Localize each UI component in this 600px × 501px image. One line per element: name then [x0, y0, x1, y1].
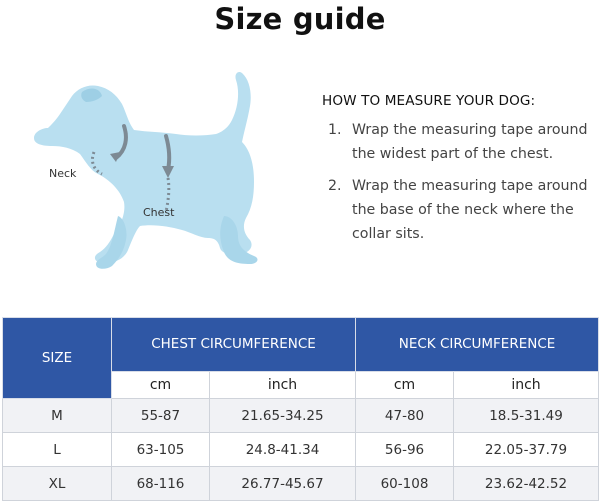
step-item — [322, 118, 592, 166]
chest-inch-cell: 21.65-34.25 — [210, 399, 356, 433]
step-item — [322, 174, 592, 246]
step-text: Wrap the measuring tape around the widest part of the chest. — [352, 122, 588, 162]
size-cell: XL — [3, 467, 112, 501]
size-cell: L — [3, 433, 112, 467]
chest-column-header: CHEST CIRCUMFERENCE — [112, 318, 356, 372]
steps-list — [322, 118, 592, 246]
neck-cm-cell: 56-96 — [356, 433, 454, 467]
size-cell: M — [3, 399, 112, 433]
how-to-measure-title: HOW TO MEASURE YOUR DOG: — [322, 93, 536, 109]
page-title: Size guide — [214, 2, 386, 36]
chest-inch-header: inch — [210, 372, 356, 399]
neck-column-header: NECK CIRCUMFERENCE — [356, 318, 599, 372]
size-chart-table — [2, 317, 599, 501]
table-row — [3, 467, 599, 501]
neck-inch-cell: 22.05-37.79 — [454, 433, 599, 467]
how-to-measure-section — [322, 93, 592, 254]
chest-cm-cell: 63-105 — [112, 433, 210, 467]
chest-cm-cell: 68-116 — [112, 467, 210, 501]
neck-label: Neck — [49, 167, 77, 180]
neck-cm-cell: 47-80 — [356, 399, 454, 433]
table-row — [3, 433, 599, 467]
neck-inch-cell: 18.5-31.49 — [454, 399, 599, 433]
chest-inch-cell: 26.77-45.67 — [210, 467, 356, 501]
chest-cm-cell: 55-87 — [112, 399, 210, 433]
step-text: Wrap the measuring tape around the base of the neck where the collar sits. — [352, 178, 588, 242]
step-number: 2. — [328, 178, 342, 194]
table-row — [3, 399, 599, 433]
chest-label: Chest — [143, 206, 175, 219]
neck-cm-header: cm — [356, 372, 454, 399]
neck-inch-header: inch — [454, 372, 599, 399]
step-number: 1. — [328, 122, 342, 138]
size-column-header: SIZE — [3, 318, 112, 399]
chest-cm-header: cm — [112, 372, 210, 399]
neck-inch-cell: 23.62-42.52 — [454, 467, 599, 501]
chest-inch-cell: 24.8-41.34 — [210, 433, 356, 467]
neck-cm-cell: 60-108 — [356, 467, 454, 501]
